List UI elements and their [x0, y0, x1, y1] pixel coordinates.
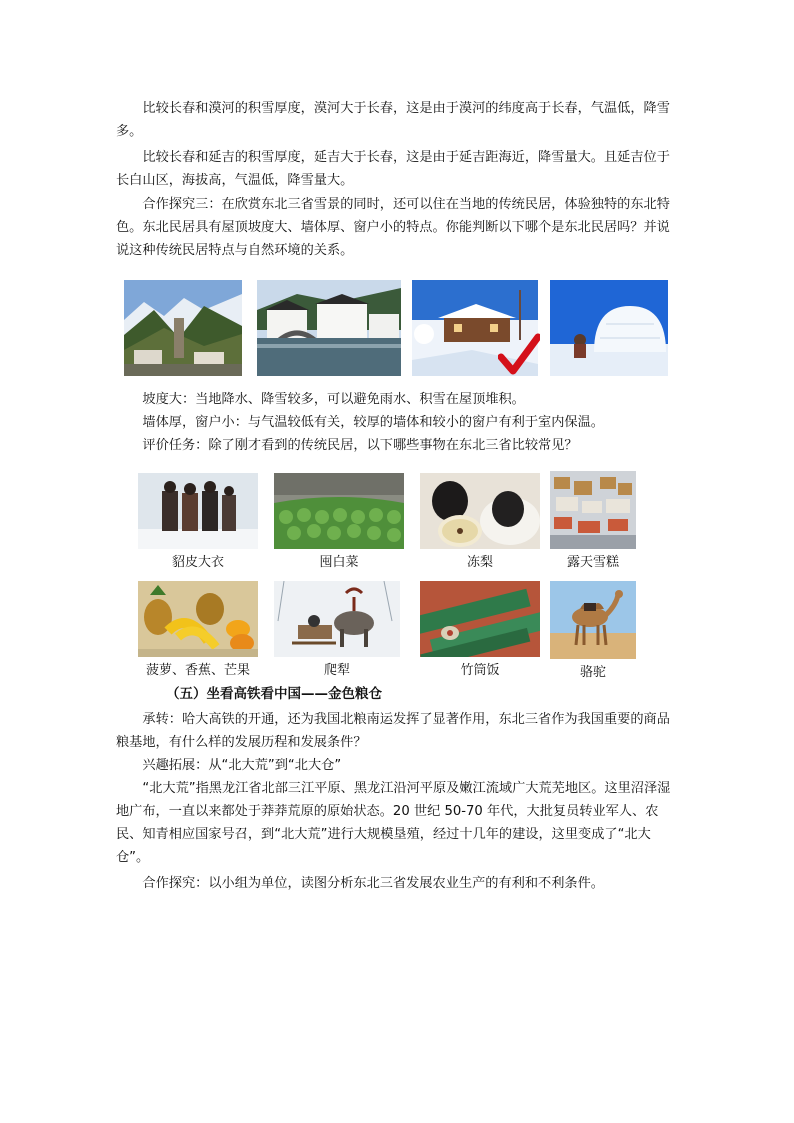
caption-bamboo-rice: 竹筒饭: [460, 663, 500, 678]
caption-sled: 爬犁: [323, 663, 350, 678]
paragraph-inquiry-three: 合作探究三：在欣赏东北三省雪景的同时，还可以住在当地的传统民居，体验独特的东北特色。东北民居具有屋顶坡度大、墙体厚、窗户小的特点。你能判断以下哪个是东北民居吗？并说说这种传统民居特点与自然环境的关系。: [116, 197, 670, 258]
checkmark-icon: [498, 333, 540, 381]
evaluation-image-grid: [138, 473, 638, 683]
paragraph-transition: 承转：哈大高铁的开通，还为我国北粮南运发挥了显著作用，东北三省作为我国重要的商品粮基地，有什么样的发展历程和发展条件？: [116, 712, 670, 750]
paragraph-wall: 墙体厚，窗户小：与气温较低有关，较厚的墙体和较小的窗户有利于室内保温。: [142, 415, 604, 430]
paragraph-cooperative-inquiry: 合作探究：以小组为单位，读图分析东北三省发展农业生产的有利和不利条件。: [142, 876, 604, 891]
caption-camel: 骆驼: [579, 665, 606, 680]
paragraph-slope: 坡度大：当地降水、降雪较多，可以避免雨水、积雪在屋顶堆积。: [142, 392, 525, 407]
caption-tropical-fruit: 菠萝、香蕉、芒果: [145, 663, 250, 678]
paragraph-interest-title: 兴趣拓展：从“北大荒”到“北大仓”: [142, 758, 342, 773]
photo-tibetan-village: [124, 280, 242, 376]
item-bamboo-rice: [420, 581, 540, 679]
item-mink-coat: [138, 473, 258, 571]
section-heading: （五）坐看高铁看中国——金色粮仓: [166, 686, 382, 702]
paragraph-evaluation: 评价任务：除了刚才看到的传统民居，以下哪些事物在东北三省比较常见？: [142, 438, 578, 453]
item-tropical-fruit: [138, 581, 258, 679]
house-photo-row: [124, 280, 669, 380]
item-sled: [274, 581, 400, 679]
caption-frozen-pear: 冻梨: [466, 555, 493, 570]
photo-huizhou-village: [257, 280, 401, 376]
paragraph-mohe: 比较长春和漠河的积雪厚度，漠河大于长春，这是由于漠河的纬度高于长春，气温低，降雪多。: [116, 101, 670, 139]
paragraph-yanji: 比较长春和延吉的积雪厚度，延吉大于长春，这是由于延吉距海近，降雪量大。且延吉位于长白山区，海拔高，气温低，降雪量大。: [116, 150, 670, 188]
item-outdoor-icecream: [550, 471, 636, 571]
photo-igloo: [550, 280, 668, 376]
paragraph-beidahuang: “北大荒”指黑龙江省北部三江平原、黑龙江沿河平原及嫩江流域广大荒芜地区。这里沼泽湿地广布，一直以来都处于莽莽荒原的原始状态。20 世纪 50-70 年代，大批复员转业军人、农民、知青相应国家号召，到“北大荒”进行大规模垦殖，经过十几年的建设，这里变成了“北大仓”。: [116, 781, 671, 865]
caption-outdoor-icecream: 露天雪糕: [566, 555, 619, 570]
item-stored-cabbage: [274, 473, 404, 571]
caption-mink-coat: 貂皮大衣: [171, 555, 224, 570]
item-frozen-pear: [420, 473, 540, 571]
caption-stored-cabbage: 囤白菜: [319, 555, 359, 570]
item-camel: [550, 581, 636, 681]
